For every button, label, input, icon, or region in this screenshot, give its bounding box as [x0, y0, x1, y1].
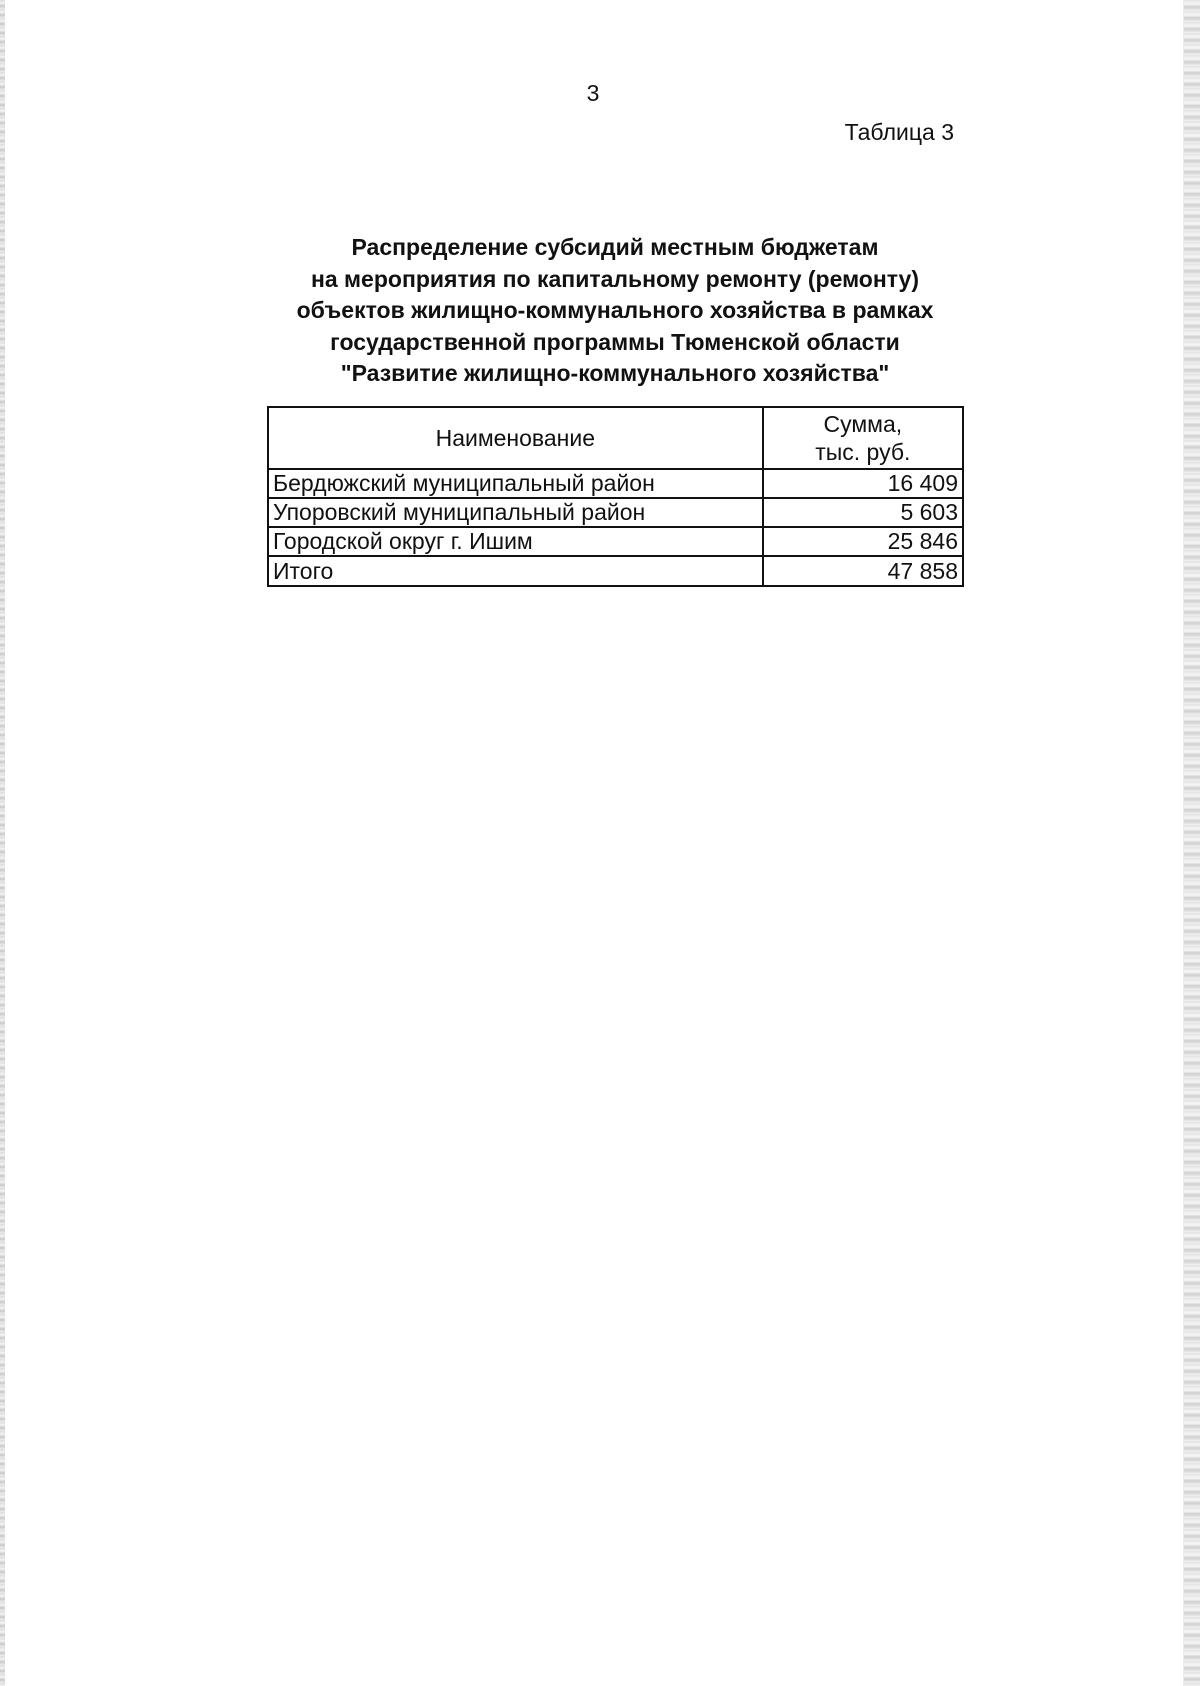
title-line: государственной программы Тюменской области	[330, 328, 900, 355]
table-label: Таблица 3	[844, 119, 954, 145]
document-title	[200, 232, 1030, 390]
title-line: объектов жилищно-коммунального хозяйства в рамках	[296, 297, 934, 323]
row-sum: 16 409	[763, 469, 963, 498]
total-sum: 47 858	[763, 556, 963, 586]
table-total-row	[268, 556, 963, 586]
subsidy-table	[267, 406, 964, 587]
scan-edge-right	[1183, 0, 1200, 1686]
row-name: Упоровский муниципальный район	[268, 498, 763, 527]
table-row	[268, 527, 963, 556]
title-line: Распределение субсидий местным бюджетам	[351, 234, 879, 260]
row-name: Городской округ г. Ишим	[268, 527, 763, 556]
table-row	[268, 498, 963, 527]
header-name: Наименование	[268, 407, 763, 469]
page-number: 3	[586, 80, 600, 106]
table-header-row	[268, 407, 963, 469]
header-sum-line2: тыс. руб.	[815, 439, 911, 465]
table-row	[268, 469, 963, 498]
row-sum: 5 603	[763, 498, 963, 527]
title-line: на мероприятия по капитальному ремонту (ремонту)	[310, 265, 920, 292]
header-sum	[763, 407, 963, 469]
title-line: "Развитие жилищно-коммунального хозяйства"	[340, 360, 890, 386]
scan-edge-left	[0, 0, 5, 1686]
header-sum-line1: Сумма,	[823, 411, 903, 437]
row-sum: 25 846	[763, 527, 963, 556]
row-name: Бердюжский муниципальный район	[268, 469, 763, 498]
total-name: Итого	[268, 556, 763, 586]
